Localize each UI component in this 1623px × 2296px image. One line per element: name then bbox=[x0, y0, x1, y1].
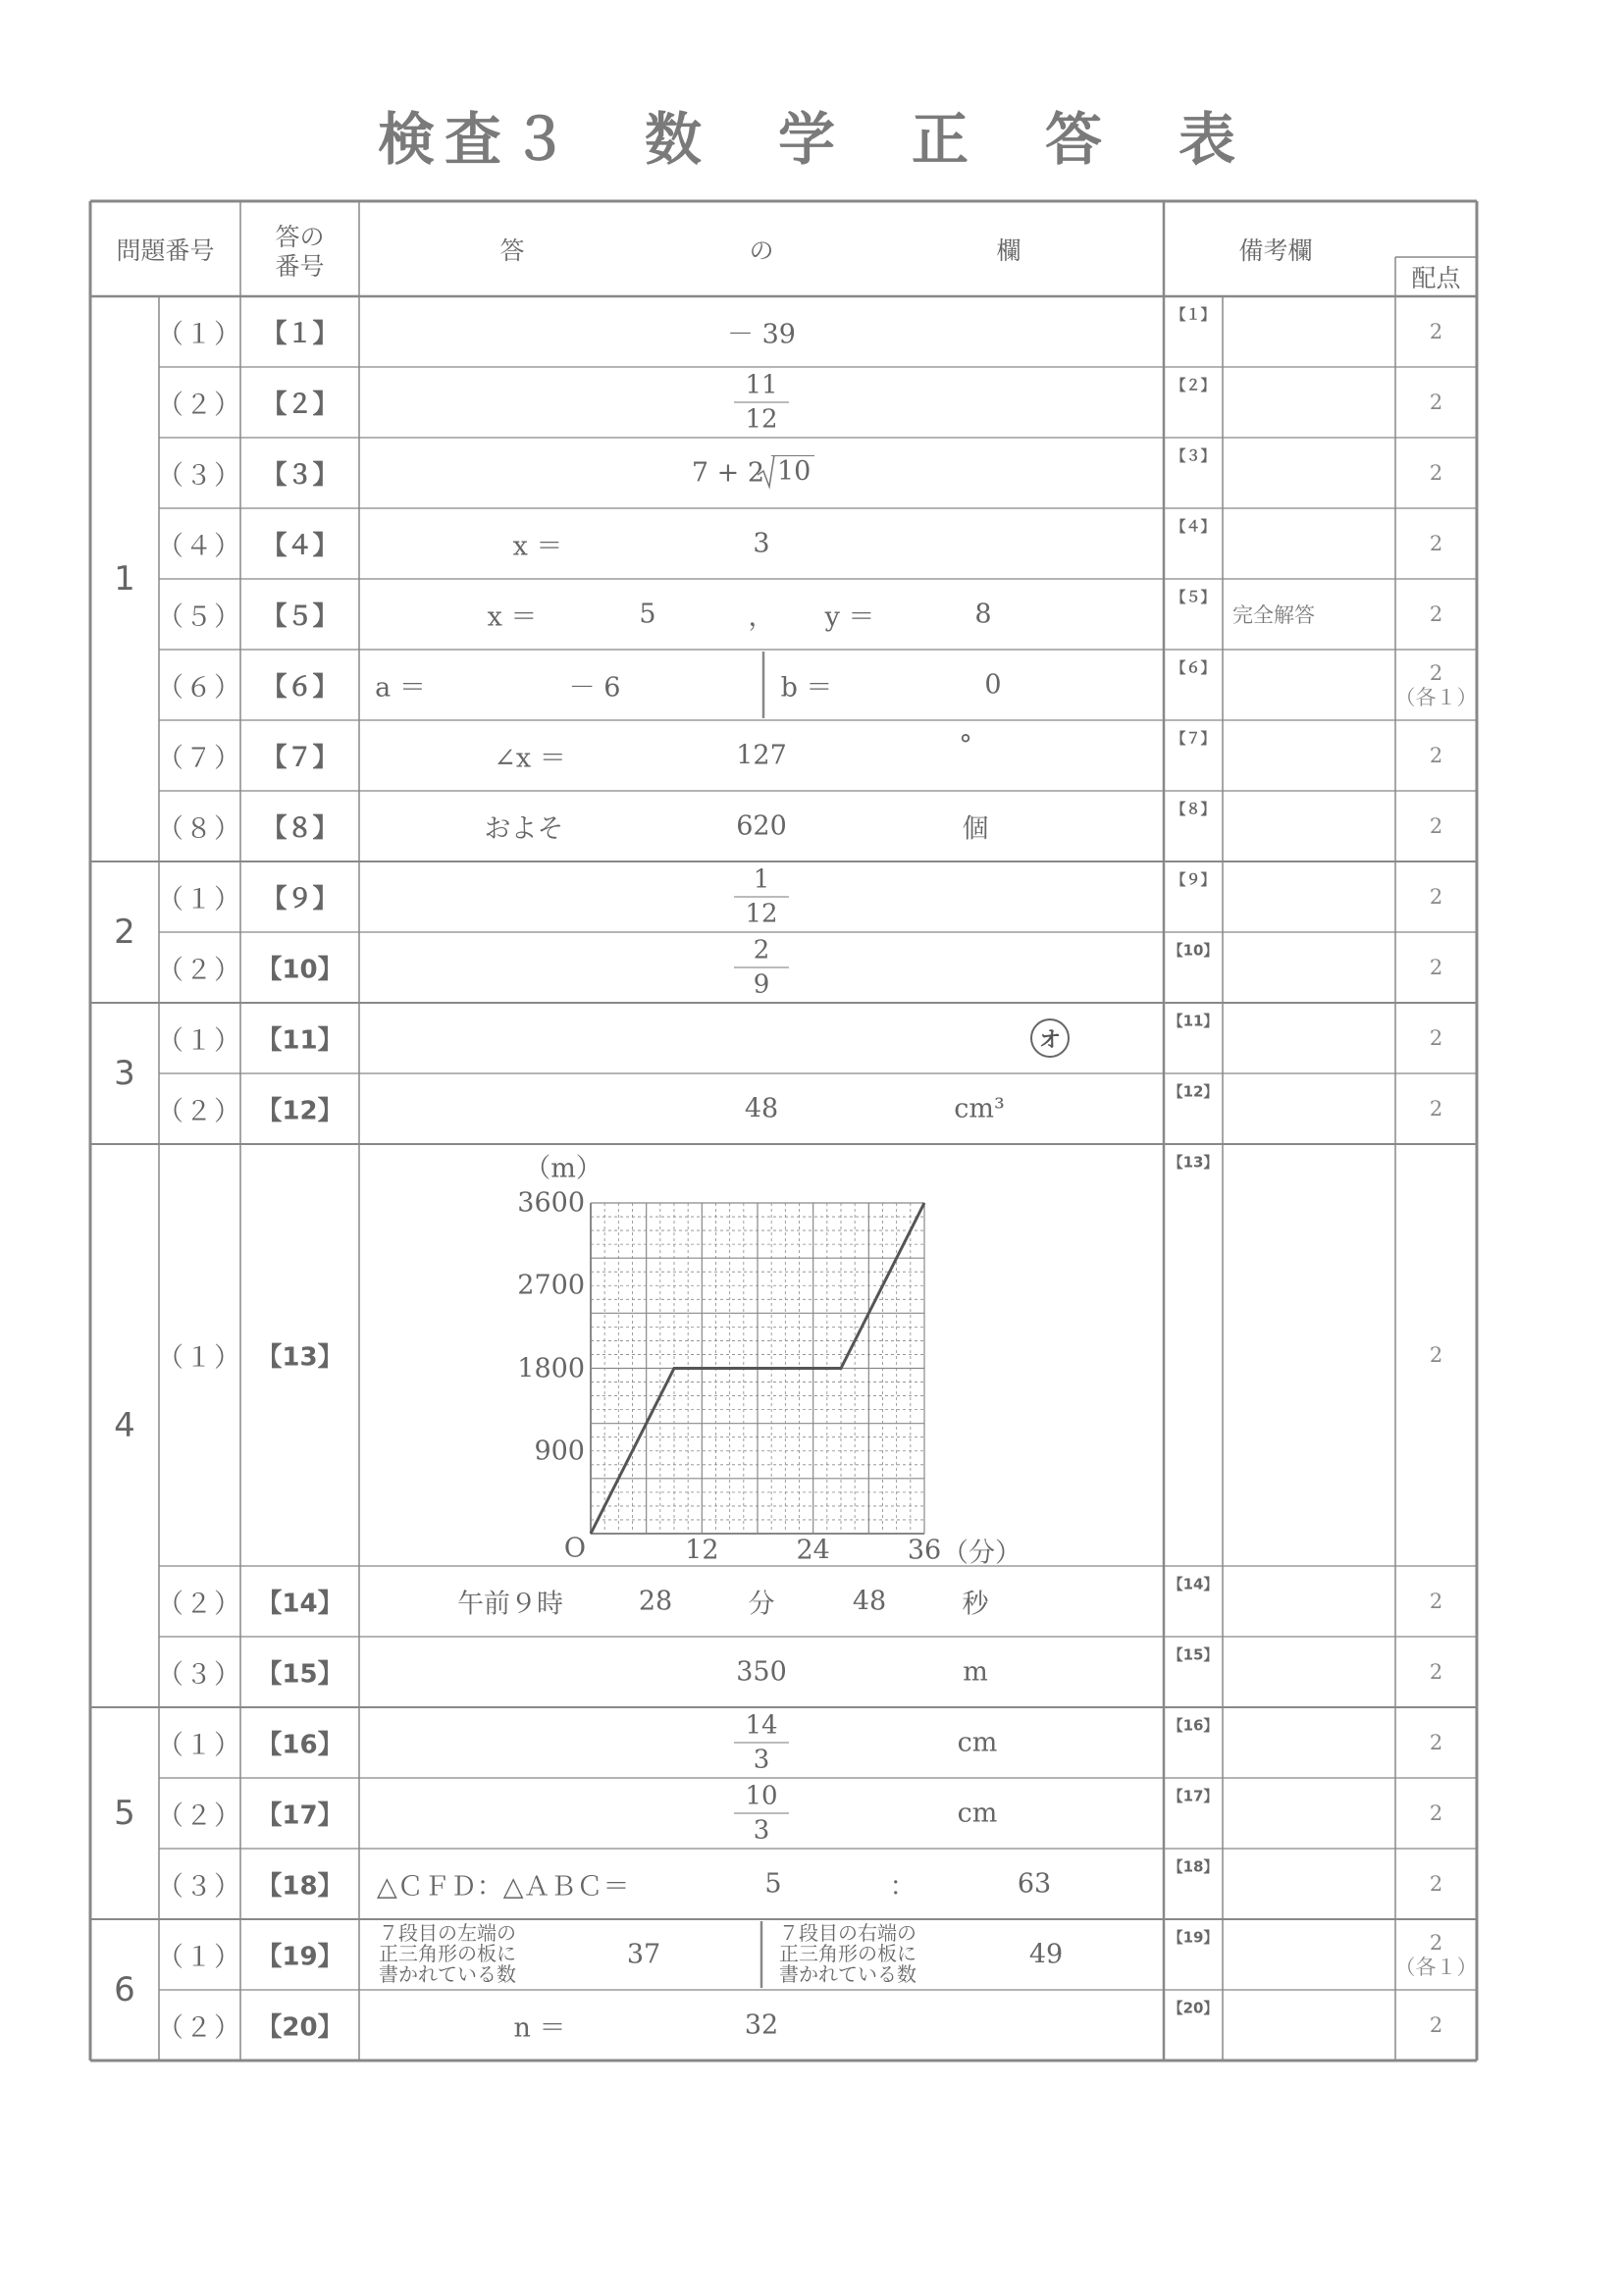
points: 2 bbox=[1429, 1660, 1443, 1684]
note-tag: 【18】 bbox=[1168, 1857, 1219, 1876]
answer-number: 【11】 bbox=[256, 1025, 343, 1056]
fraction-bar bbox=[734, 1813, 789, 1814]
note-tag: 【３】 bbox=[1171, 446, 1216, 465]
answer-14-prefix: 午前９時 bbox=[457, 1589, 563, 1620]
sub-question: （２） bbox=[157, 1800, 242, 1832]
answer-number: 【８】 bbox=[261, 813, 339, 844]
note-tag: 【13】 bbox=[1168, 1153, 1219, 1172]
answer-19-right-label: 書かれている数 bbox=[779, 1962, 916, 1986]
answer-number: 【16】 bbox=[256, 1730, 343, 1760]
chart-y-tick: 1800 bbox=[517, 1353, 585, 1383]
answer-8-prefix: およそ bbox=[484, 813, 564, 845]
sub-question: （１） bbox=[157, 319, 242, 350]
points: 2 bbox=[1429, 1801, 1443, 1825]
answer-number: 【17】 bbox=[256, 1800, 343, 1831]
note-tag: 【２】 bbox=[1171, 376, 1216, 394]
answer-5-xlabel: x ＝ bbox=[487, 601, 538, 633]
header-haiten: 配点 bbox=[1411, 264, 1461, 292]
answer-14-min: 28 bbox=[638, 1586, 673, 1617]
fraction-denominator: 12 bbox=[745, 404, 778, 435]
answer-3-radicand: 10 bbox=[771, 455, 814, 487]
points: 2 bbox=[1429, 1343, 1443, 1367]
answer-19-left-label: 書かれている数 bbox=[379, 1962, 516, 1986]
points-detail: （各１） bbox=[1394, 686, 1478, 709]
answer-number: 【１】 bbox=[261, 319, 339, 349]
answer-number: 【13】 bbox=[256, 1342, 343, 1373]
fraction-bar bbox=[734, 402, 789, 403]
answer-15-unit: m bbox=[963, 1656, 988, 1688]
chart-x-tick: 24 bbox=[796, 1535, 830, 1566]
answer-2-fraction bbox=[734, 371, 789, 435]
section-number: 2 bbox=[114, 913, 135, 952]
page-title: 検査３ 数 学 正 答 表 bbox=[377, 106, 1245, 173]
note-tag: 【４】 bbox=[1171, 517, 1216, 536]
sub-question: （３） bbox=[157, 1871, 242, 1903]
answer-1: － 39 bbox=[727, 319, 796, 350]
sub-question: （２） bbox=[157, 390, 242, 421]
answer-5-x: 5 bbox=[639, 599, 656, 630]
note-tag: 【15】 bbox=[1168, 1645, 1219, 1664]
answer-17-fraction bbox=[734, 1782, 789, 1846]
answer-6-alabel: a ＝ bbox=[375, 672, 426, 704]
note-tag: 【19】 bbox=[1168, 1928, 1219, 1947]
section-number: 5 bbox=[114, 1794, 135, 1833]
answer-12-unit: cm³ bbox=[954, 1093, 1005, 1124]
points: 2 bbox=[1429, 1872, 1443, 1896]
points: 2 bbox=[1429, 1097, 1443, 1121]
answer-6-a: － 6 bbox=[568, 672, 621, 704]
fraction-numerator: 14 bbox=[745, 1710, 778, 1741]
section-number: 4 bbox=[114, 1406, 135, 1445]
answer-5-ylabel: y ＝ bbox=[824, 601, 875, 633]
answer-5-comma: ， bbox=[748, 601, 775, 633]
answer-number: 【９】 bbox=[261, 884, 339, 914]
points: 2 bbox=[1429, 2013, 1443, 2037]
answer-20-label: n ＝ bbox=[513, 2012, 566, 2044]
answer-18-label: △ＣＦＤ：△ＡＢＣ＝ bbox=[377, 1871, 630, 1903]
answer-9-fraction bbox=[734, 865, 789, 929]
points: 2 bbox=[1429, 391, 1443, 414]
header-kotae-ran: の bbox=[749, 236, 774, 265]
sub-question: （１） bbox=[157, 884, 242, 915]
points: 2 bbox=[1429, 461, 1443, 485]
answer-number: 【５】 bbox=[261, 601, 339, 632]
answer-20-value: 32 bbox=[744, 2009, 779, 2041]
chart-ylabel: （m） bbox=[524, 1153, 602, 1184]
sub-question: （７） bbox=[157, 743, 242, 774]
answer-number: 【６】 bbox=[261, 672, 339, 703]
answer-3-lead: 7 + 2 bbox=[691, 457, 765, 489]
answer-6-b: 0 bbox=[984, 669, 1002, 701]
sub-question: （６） bbox=[157, 672, 242, 704]
answer-7-label: ∠x ＝ bbox=[494, 743, 566, 774]
note-tag: 【６】 bbox=[1171, 658, 1216, 677]
fraction-numerator: 2 bbox=[753, 935, 770, 965]
answer-14-sec-unit: 秒 bbox=[962, 1589, 989, 1620]
sub-question: （１） bbox=[157, 1730, 242, 1761]
points: 2 bbox=[1429, 744, 1443, 767]
answer-number: 【20】 bbox=[256, 2012, 343, 2043]
points: 2 bbox=[1429, 885, 1443, 909]
points: 2 bbox=[1429, 1731, 1443, 1754]
note-tag: 【16】 bbox=[1168, 1716, 1219, 1735]
header-kotae-ran: 欄 bbox=[996, 236, 1021, 265]
answer-18-left: 5 bbox=[764, 1868, 782, 1900]
chart-x-tick: 36 bbox=[907, 1535, 942, 1566]
fraction-numerator: 11 bbox=[745, 370, 778, 400]
answer-17-unit: cm bbox=[957, 1798, 998, 1829]
fraction-denominator: 9 bbox=[753, 969, 770, 1000]
answer-19-left: 37 bbox=[626, 1939, 661, 1970]
answer-19-right-label: ７段目の右端の bbox=[779, 1921, 916, 1945]
answer-16-unit: cm bbox=[957, 1727, 998, 1758]
chart-y-tick: 3600 bbox=[517, 1187, 585, 1219]
answer-5-y: 8 bbox=[974, 599, 992, 630]
points: 2 bbox=[1429, 1026, 1443, 1050]
sub-question: （８） bbox=[157, 813, 242, 845]
chart-xlabel: （分） bbox=[942, 1538, 1021, 1569]
points: 2 bbox=[1429, 1590, 1443, 1613]
note-tag: 【10】 bbox=[1168, 941, 1219, 960]
answer-4-label: x ＝ bbox=[512, 531, 563, 562]
fraction-denominator: 3 bbox=[753, 1745, 770, 1775]
note-tag: 【９】 bbox=[1171, 870, 1216, 889]
answer-number: 【14】 bbox=[256, 1589, 343, 1619]
answer-8-unit: 個 bbox=[962, 813, 989, 845]
sub-question: （１） bbox=[157, 1342, 242, 1374]
points: 2 bbox=[1429, 661, 1443, 685]
answer-number: 【７】 bbox=[261, 743, 339, 773]
sub-question: （１） bbox=[157, 1025, 242, 1057]
chart-y-tick: 900 bbox=[534, 1435, 585, 1467]
fraction-bar bbox=[734, 897, 789, 898]
points: 2 bbox=[1429, 602, 1443, 626]
sub-question: （３） bbox=[157, 1659, 242, 1691]
sub-question: （２） bbox=[157, 2012, 242, 2044]
chart-origin: O bbox=[563, 1533, 587, 1564]
answer-10-fraction bbox=[734, 936, 789, 1000]
fraction-denominator: 12 bbox=[745, 899, 778, 929]
answer-6-blabel: b ＝ bbox=[780, 672, 833, 704]
answer-number: 【３】 bbox=[261, 460, 339, 491]
note-tag: 【12】 bbox=[1168, 1082, 1219, 1101]
answer-number: 【２】 bbox=[261, 390, 339, 420]
answer-number: 【12】 bbox=[256, 1096, 343, 1126]
note-tag: 【14】 bbox=[1168, 1575, 1219, 1593]
chart-y-tick: 2700 bbox=[517, 1270, 585, 1301]
fraction-numerator: 10 bbox=[745, 1781, 778, 1811]
header-kotae-no: 番号 bbox=[275, 252, 325, 281]
answer-7-unit: ° bbox=[959, 730, 972, 761]
answer-number: 【４】 bbox=[261, 531, 339, 561]
sub-question: （２） bbox=[157, 1096, 242, 1127]
answer-15-value: 350 bbox=[736, 1656, 787, 1688]
points: 2 bbox=[1429, 814, 1443, 838]
sub-question: （２） bbox=[157, 955, 242, 986]
header-mondai: 問題番号 bbox=[116, 236, 215, 265]
header-biko: 備考欄 bbox=[1238, 236, 1313, 265]
points-detail: （各１） bbox=[1394, 1956, 1478, 1979]
answer-19-right-label: 正三角形の板に bbox=[779, 1942, 916, 1965]
answer-18-right: 63 bbox=[1017, 1868, 1052, 1900]
answer-number: 【18】 bbox=[256, 1871, 343, 1902]
answer-7-value: 127 bbox=[736, 740, 787, 771]
chart-13 bbox=[591, 1203, 924, 1534]
answer-19-left-label: ７段目の左端の bbox=[379, 1921, 516, 1945]
answer-19-right: 49 bbox=[1028, 1939, 1064, 1970]
section-number: 6 bbox=[114, 1970, 135, 2009]
answer-12-value: 48 bbox=[744, 1093, 779, 1124]
sub-question: （１） bbox=[157, 1942, 242, 1973]
note-tag: 【１】 bbox=[1171, 305, 1216, 324]
answer-number: 【15】 bbox=[256, 1659, 343, 1690]
fraction-numerator: 1 bbox=[753, 864, 770, 895]
sub-question: （５） bbox=[157, 601, 242, 633]
answer-number: 【10】 bbox=[256, 955, 343, 985]
section-number: 3 bbox=[114, 1054, 135, 1093]
sub-question: （４） bbox=[157, 531, 242, 562]
note-tag: 【17】 bbox=[1168, 1787, 1219, 1805]
answer-11-choice: オ bbox=[1030, 1018, 1070, 1058]
answer-14-sec: 48 bbox=[852, 1586, 887, 1617]
answer-14-min-unit: 分 bbox=[748, 1589, 775, 1620]
fraction-bar bbox=[734, 967, 789, 968]
sub-question: （３） bbox=[157, 460, 242, 492]
fraction-bar bbox=[734, 1743, 789, 1744]
points: 2 bbox=[1429, 956, 1443, 979]
points: 2 bbox=[1429, 320, 1443, 343]
answer-4-value: 3 bbox=[753, 528, 770, 559]
answer-18-colon: ： bbox=[889, 1871, 916, 1903]
points: 2 bbox=[1429, 532, 1443, 555]
fraction-denominator: 3 bbox=[753, 1815, 770, 1846]
note-tag: 【８】 bbox=[1171, 800, 1216, 818]
points: 2 bbox=[1429, 1931, 1443, 1955]
chart-x-tick: 12 bbox=[685, 1535, 719, 1566]
note-tag: 【５】 bbox=[1171, 588, 1216, 606]
section-number: 1 bbox=[114, 559, 135, 599]
note-tag: 【７】 bbox=[1171, 729, 1216, 748]
answer-number: 【19】 bbox=[256, 1942, 343, 1972]
header-kotae-no: 答の bbox=[275, 223, 325, 251]
sub-question: （２） bbox=[157, 1589, 242, 1620]
answer-16-fraction bbox=[734, 1711, 789, 1775]
header-kotae-ran: 答 bbox=[499, 236, 525, 265]
note-tag: 【11】 bbox=[1168, 1012, 1219, 1030]
answer-19-left-label: 正三角形の板に bbox=[379, 1942, 516, 1965]
note-text: 完全解答 bbox=[1232, 603, 1315, 627]
note-tag: 【20】 bbox=[1168, 1999, 1219, 2017]
answer-8-value: 620 bbox=[736, 810, 787, 842]
